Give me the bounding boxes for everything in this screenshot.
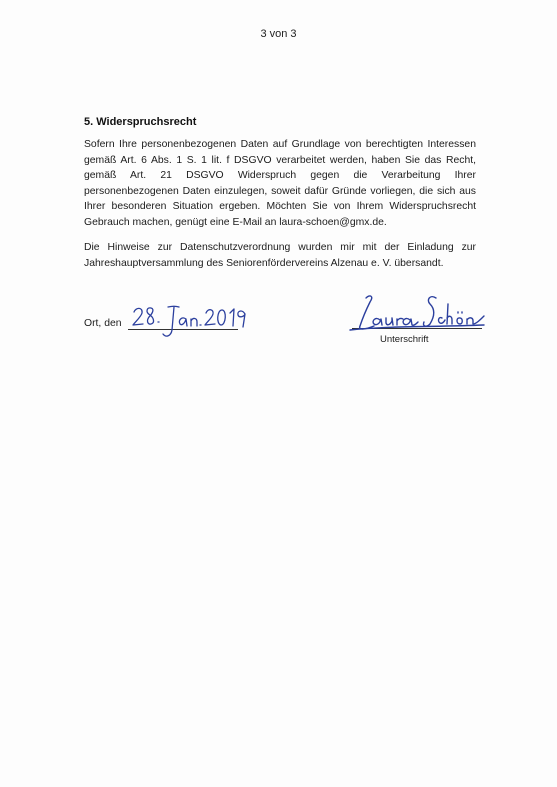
- handwritten-signature: [344, 290, 494, 340]
- signature-caption: Unterschrift: [380, 334, 429, 345]
- handwritten-date: [130, 300, 250, 344]
- section-title: 5. Widerspruchsrecht: [84, 116, 197, 128]
- signature-row: [0, 300, 557, 360]
- place-date-label: Ort, den: [84, 318, 122, 329]
- page-number: 3 von 3: [260, 28, 297, 40]
- notice-paragraph: Die Hinweise zur Datenschutzverordnung wurden mir mit der Einladung zur Jahreshauptversammlung des Seniorenfördervereins Alzenau e. V. übersandt.: [84, 242, 476, 269]
- objection-paragraph: Sofern Ihre personenbezogenen Daten auf Grundlage von berechtigten Interessen gemäß Art. 6 Abs. 1 S. 1 lit. f DSGVO verarbeitet werden, haben Sie das Recht, gemäß Art. 21 DSGVO Widerspruch gegen die Verarbeitung Ihrer personenbezogenen Daten einzulegen, soweit dafür Gründe vorliegen, die sich aus Ihrer besonderen Situation ergeben. Möchten Sie von Ihrem Widerspruchsrecht Gebrauch machen, genügt eine E-Mail an laura-schoen@gmx.de.: [84, 139, 476, 228]
